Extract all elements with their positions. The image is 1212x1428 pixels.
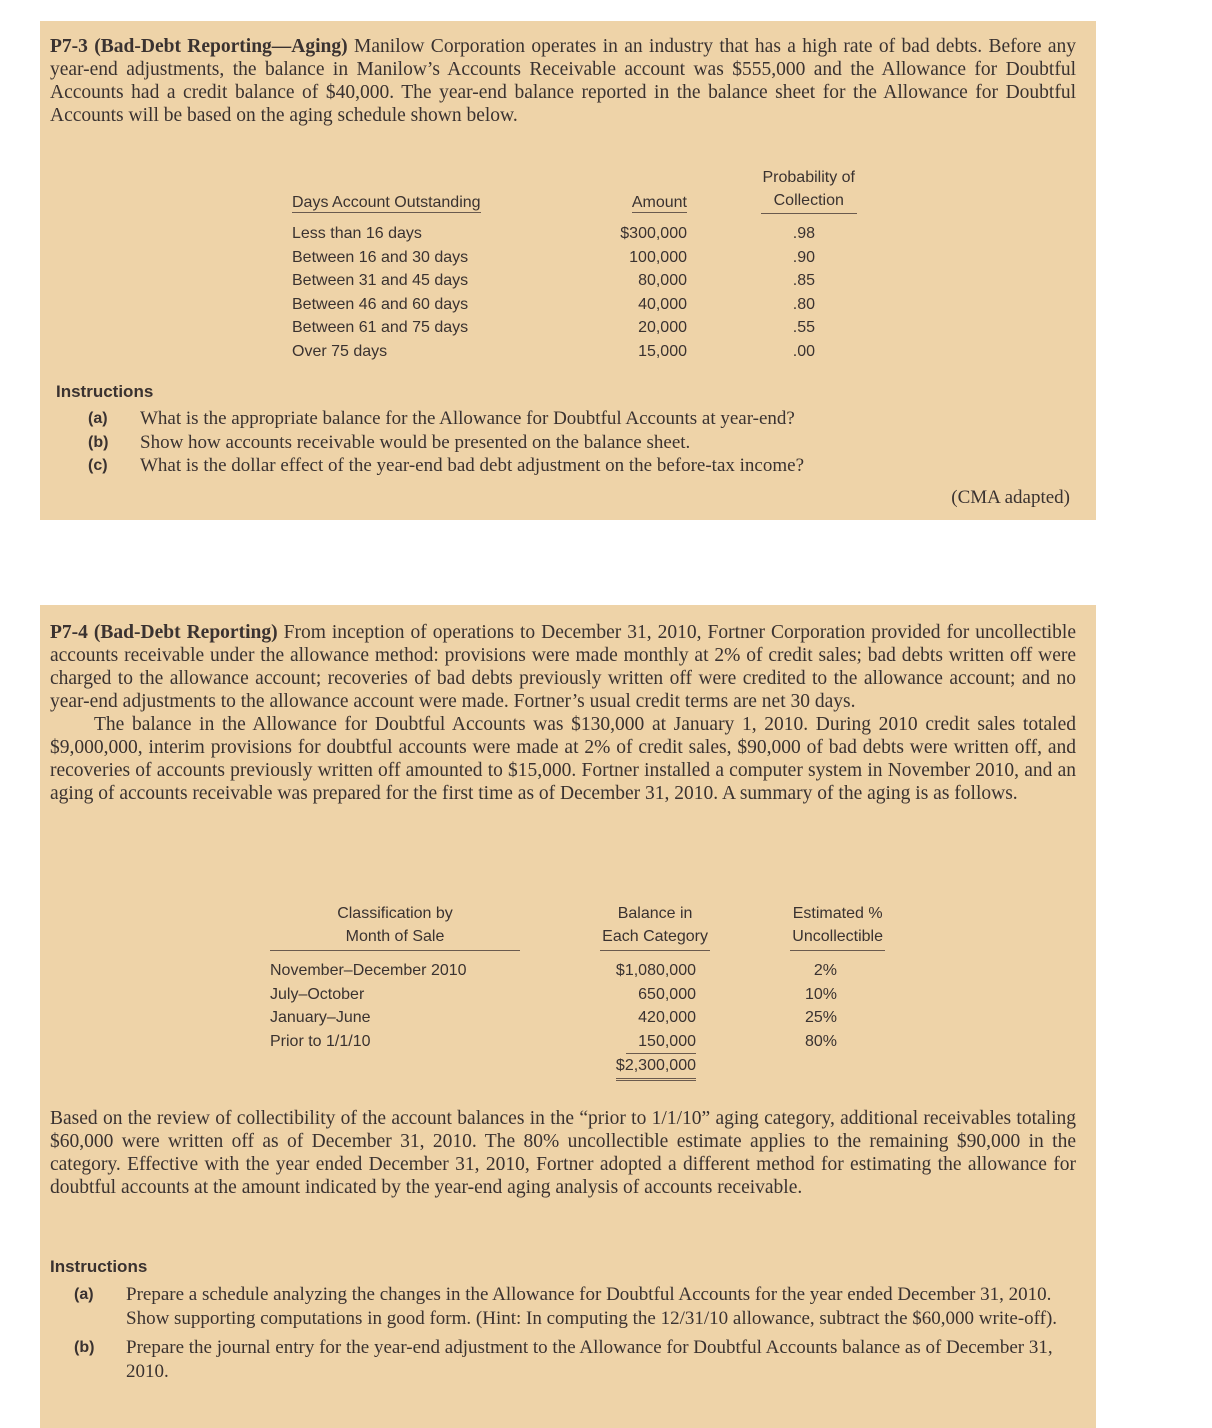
- probability-cell: .85: [792, 272, 815, 289]
- classification-cell: Prior to 1/1/10: [270, 1033, 371, 1050]
- problem-id: P7-4: [50, 622, 88, 643]
- percent-cell: 25%: [804, 1009, 837, 1026]
- aging-schedule-table: [292, 166, 857, 363]
- list-item: (c) What is the dollar effect of the year-end bad debt adjustment on the before-tax income?: [88, 455, 804, 476]
- problem-body-paragraph-2: The balance in the Allowance for Doubtful Accounts was $130,000 at January 1, 2010. During 2010 credit sales totaled $9,000,000, interim provisions for doubtful accounts were made at 2% of credit sales, $90,000 of bad debts were written off, and recoveries of accounts previously written off amounted to $15,000. Fortner installed a computer system in November 2010, and an aging of accounts receivable was prepared for the first time as of December 31, 2010. A summary of the aging is as follows.: [50, 714, 1076, 804]
- table-row: [270, 983, 885, 1007]
- list-item: (b) Show how accounts receivable would be presented on the balance sheet.: [88, 431, 691, 453]
- classification-cell: July–October: [270, 985, 365, 1003]
- instructions-heading: Instructions: [50, 1257, 148, 1276]
- days-cell: Less than 16 days: [292, 225, 422, 242]
- days-cell: Between 61 and 75 days: [292, 319, 469, 336]
- classification-cell: January–June: [270, 1009, 371, 1026]
- balance-cell: 650,000: [638, 985, 696, 1003]
- table-row: [292, 340, 857, 364]
- amount-cell: $300,000: [620, 225, 687, 242]
- list-item: (b) Prepare the journal entry for the year-end adjustment to the Allowance for Doubtful Accounts balance as of December 31, 2010.: [74, 1337, 1053, 1382]
- table-row: [292, 269, 857, 293]
- table-row: [270, 1030, 885, 1055]
- col-header-estimated: Estimated % Uncollectible: [790, 902, 885, 951]
- list-item: (a) What is the appropriate balance for the Allowance for Doubtful Accounts at year-end?: [88, 408, 795, 429]
- problem-p7-3-text: [50, 35, 1076, 127]
- table-row: [292, 316, 857, 340]
- problem-title: (Bad-Debt Reporting—Aging): [94, 36, 348, 57]
- problem-title: (Bad-Debt Reporting): [93, 622, 278, 643]
- probability-cell: .98: [792, 225, 815, 242]
- col-header-amount: Amount: [631, 193, 687, 211]
- table-row: [270, 1006, 885, 1030]
- problem-body: From inception of operations to December 31, 2010, Fortner Corporation provided for uncollectible accounts receivable under the allowance method: provisions were made monthly at 2% of credit sales; bad debts written off were charged to the allowance account; recoveries of bad debts previously written off were credited to the allowance account; and no year-end adjustments to the allowance account were made. Fortner’s usual credit terms are net 30 days.: [50, 622, 1076, 712]
- total-cell: $2,300,000: [616, 1054, 696, 1081]
- table-row: [292, 293, 857, 317]
- days-cell: Between 16 and 30 days: [292, 248, 469, 266]
- probability-cell: .00: [792, 342, 815, 360]
- amount-cell: 100,000: [629, 248, 687, 266]
- problem-id: P7-3: [50, 36, 88, 57]
- days-cell: Over 75 days: [292, 342, 388, 360]
- balance-cell: 420,000: [638, 1009, 696, 1026]
- amount-cell: 15,000: [638, 342, 687, 360]
- col-header-days: Days Account Outstanding: [292, 193, 481, 211]
- source-note: (CMA adapted): [951, 487, 1070, 508]
- instructions-heading: Instructions: [56, 382, 154, 401]
- list-item: (a) Prepare a schedule analyzing the changes in the Allowance for Doubtful Accounts for the year ended December 31, 2010. Show supporting computations in good form. (Hint: In computing the 12/31/10 allowance, subtract the $60,000 write-off).: [74, 1284, 1058, 1329]
- classification-cell: November–December 2010: [270, 962, 467, 979]
- problem-p7-4-text: [50, 621, 1076, 713]
- instructions-list: [74, 1283, 1074, 1383]
- days-cell: Between 31 and 45 days: [292, 272, 469, 289]
- percent-cell: 80%: [804, 1033, 837, 1050]
- col-header-probability: Probability of Collection: [761, 166, 858, 214]
- amount-cell: 80,000: [638, 272, 687, 289]
- problem-body-paragraph-3: Based on the review of collectibility of the account balances in the “prior to 1/1/10” aging category, additional receivables totaling $60,000 were written off as of December 31, 2010. The 80% uncollectible estimate applies to the remaining $90,000 in the category. Effective with the year ended December 31, 2010, Fortner adopted a different method for estimating the allowance for doubtful accounts at the amount indicated by the year-end aging analysis of accounts receivable.: [50, 1108, 1076, 1198]
- balance-cell: 150,000: [626, 1030, 696, 1055]
- instructions-list: [88, 407, 1078, 478]
- col-header-classification: Classification by Month of Sale: [270, 902, 520, 951]
- problem-p7-4-panel: [40, 605, 1096, 1428]
- col-header-balance: Balance in Each Category: [600, 902, 710, 951]
- days-cell: Between 46 and 60 days: [292, 295, 469, 313]
- percent-cell: 2%: [813, 962, 837, 979]
- table-row: [292, 222, 857, 246]
- probability-cell: .55: [792, 319, 815, 336]
- problem-p7-3-panel: [40, 21, 1096, 520]
- probability-cell: .80: [792, 295, 815, 313]
- amount-cell: 40,000: [638, 295, 687, 313]
- table-row-total: [270, 1054, 885, 1081]
- amount-cell: 20,000: [638, 319, 687, 336]
- aging-summary-table: [270, 902, 885, 1081]
- balance-cell: $1,080,000: [615, 962, 696, 979]
- percent-cell: 10%: [804, 985, 837, 1003]
- table-row: [270, 959, 885, 983]
- probability-cell: .90: [792, 248, 815, 266]
- table-row: [292, 246, 857, 270]
- problem-body: Manilow Corporation operates in an industry that has a high rate of bad debts. Before any year-end adjustments, the balance in Manilow’s Accounts Receivable account was $555,000 and the Allowance for Doubtful Accounts had a credit balance of $40,000. The year-end balance reported in the balance sheet for the Allowance for Doubtful Accounts will be based on the aging schedule shown below.: [50, 36, 1077, 126]
